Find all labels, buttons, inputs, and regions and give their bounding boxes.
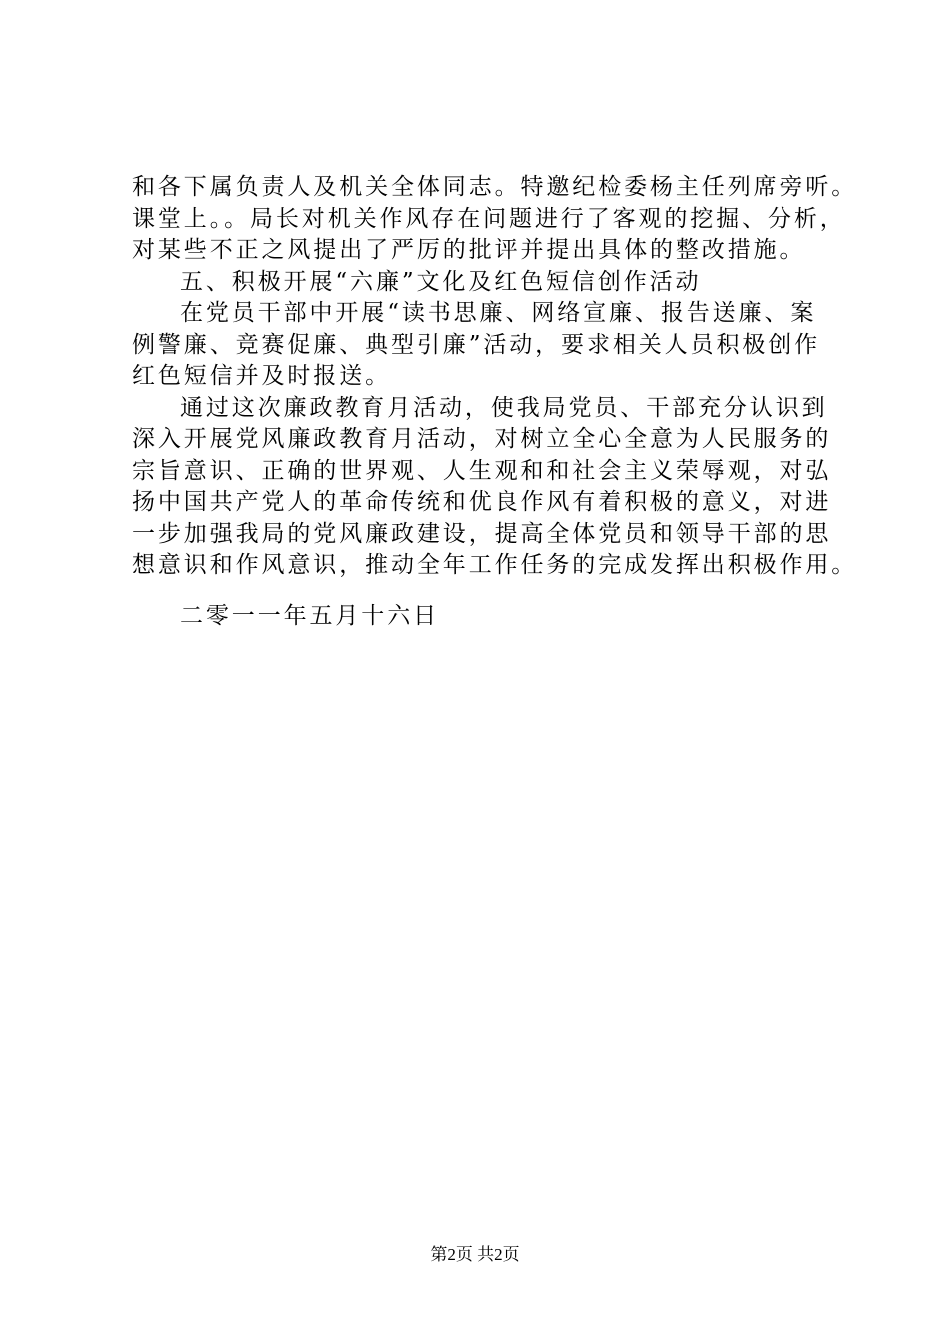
text-line: 红色短信并及时报送。 xyxy=(132,363,391,389)
text-line: 课堂上。。局长对机关作风存在问题进行了客观的挖掘、分析， xyxy=(132,205,846,232)
page-footer xyxy=(0,1243,950,1267)
section-heading: 五、积极开展“六廉”文化及红色短信创作活动 xyxy=(180,268,702,295)
page-total: 共2页 xyxy=(477,1245,520,1264)
text-line: 扬中国共产党人的革命传统和优良作风有着积极的意义，对进 xyxy=(132,489,832,515)
text-line: 一步加强我局的党风廉政建设，提高全体党员和领导干部的思 xyxy=(132,520,832,547)
page-number: 第2页 xyxy=(430,1245,473,1264)
text-line: 对某些不正之风提出了严厉的批评并提出具体的整改措施。 xyxy=(132,237,806,263)
text-line: 通过这次廉政教育月活动，使我局党员、干部充分认识到 xyxy=(180,394,828,421)
text-line: 和各下属负责人及机关全体同志。特邀纪检委杨主任列席旁听。 xyxy=(132,174,858,200)
text-line: 深入开展党风廉政教育月活动，对树立全心全意为人民服务的 xyxy=(132,426,832,452)
text-line: 想意识和作风意识，推动全年工作任务的完成发挥出积极作用。 xyxy=(132,552,858,578)
text-line: 在党员干部中开展“读书思廉、网络宣廉、报告送廉、案 xyxy=(180,300,817,326)
text-line: 例警廉、竞赛促廉、典型引廉”活动，要求相关人员积极创作 xyxy=(132,331,821,358)
document-date: 二零一一年五月十六日 xyxy=(180,603,439,629)
text-line: 宗旨意识、正确的世界观、人生观和和社会主义荣辱观，对弘 xyxy=(132,457,832,484)
document-body xyxy=(132,172,858,582)
